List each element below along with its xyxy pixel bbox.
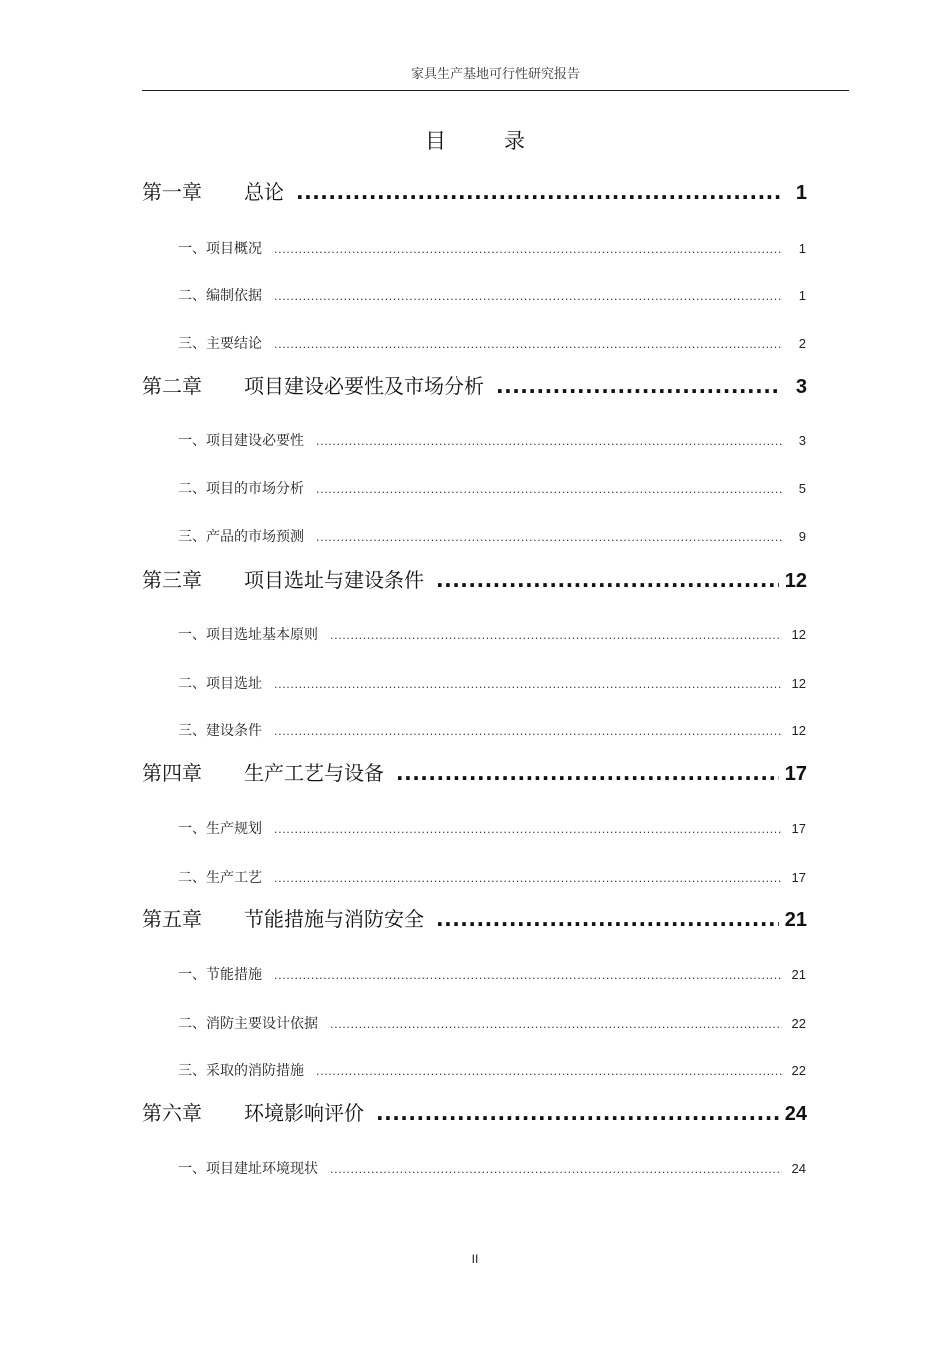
section-page-number: 12 [791, 676, 806, 691]
section-title: 三、产品的市场预测 [178, 529, 304, 545]
toc-chapter-2[interactable] [142, 372, 807, 401]
toc-section-6-1[interactable] [178, 1159, 806, 1180]
section-title: 一、项目概况 [178, 241, 262, 257]
chapter-page-number: 3 [795, 376, 807, 398]
section-title: 三、主要结论 [178, 336, 262, 352]
chapter-number: 第五章 [142, 907, 202, 931]
section-page-number: 17 [791, 821, 806, 836]
toc-title: 目录 [425, 129, 583, 153]
toc-chapter-1[interactable] [142, 178, 807, 207]
toc-section-4-1[interactable] [178, 819, 806, 840]
chapter-page-number: 17 [784, 763, 807, 785]
section-page-number: 1 [798, 288, 806, 303]
chapter-title: 环境影响评价 [244, 1101, 364, 1125]
section-title: 二、项目选址 [178, 676, 262, 692]
toc-section-1-2[interactable] [178, 286, 806, 307]
toc-section-3-2[interactable] [178, 674, 806, 695]
toc-section-4-2[interactable] [178, 868, 806, 889]
header-rule [142, 90, 849, 91]
dot-leader [316, 432, 782, 452]
chapter-number: 第三章 [142, 568, 202, 592]
section-page-number: 1 [798, 241, 806, 256]
toc-section-2-2[interactable] [178, 479, 806, 500]
toc-section-2-1[interactable] [178, 431, 806, 452]
dot-leader [436, 566, 779, 594]
section-title: 三、建设条件 [178, 723, 262, 739]
toc-section-2-3[interactable] [178, 527, 806, 548]
toc-chapter-3[interactable] [142, 566, 807, 595]
chapter-title: 项目建设必要性及市场分析 [244, 374, 484, 398]
dot-leader [274, 966, 782, 986]
section-page-number: 2 [798, 336, 806, 351]
dot-leader [330, 626, 782, 646]
toc-chapter-4[interactable] [142, 759, 807, 788]
dot-leader [296, 178, 781, 206]
dot-leader [274, 722, 782, 742]
dot-leader [496, 372, 781, 400]
section-page-number: 17 [791, 870, 806, 885]
toc-section-5-2[interactable] [178, 1014, 806, 1035]
toc-section-3-1[interactable] [178, 625, 806, 646]
section-title: 一、生产规划 [178, 821, 262, 837]
dot-leader [316, 528, 782, 548]
chapter-number: 第四章 [142, 761, 202, 785]
section-page-number: 12 [791, 723, 806, 738]
chapter-title: 生产工艺与设备 [244, 761, 384, 785]
chapter-page-number: 21 [784, 909, 807, 931]
section-title: 二、编制依据 [178, 288, 262, 304]
section-page-number: 5 [798, 481, 806, 496]
chapter-page-number: 1 [795, 182, 807, 204]
section-page-number: 22 [791, 1063, 806, 1078]
dot-leader [436, 905, 779, 933]
chapter-page-number: 12 [784, 570, 807, 592]
section-title: 三、采取的消防措施 [178, 1063, 304, 1079]
chapter-number: 第六章 [142, 1101, 202, 1125]
toc-section-1-1[interactable] [178, 239, 806, 260]
toc-section-5-3[interactable] [178, 1061, 806, 1082]
section-title: 二、生产工艺 [178, 870, 262, 886]
dot-leader [330, 1015, 782, 1035]
section-title: 二、消防主要设计依据 [178, 1016, 318, 1032]
section-page-number: 22 [791, 1016, 806, 1031]
toc-section-1-3[interactable] [178, 334, 806, 355]
chapter-title: 总论 [244, 180, 284, 204]
chapter-title: 项目选址与建设条件 [244, 568, 424, 592]
running-header: 家具生产基地可行性研究报告 [410, 67, 580, 82]
chapter-number: 第二章 [142, 374, 202, 398]
section-page-number: 3 [798, 433, 806, 448]
chapter-number: 第一章 [142, 180, 202, 204]
section-title: 一、节能措施 [178, 967, 262, 983]
toc-chapter-6[interactable] [142, 1099, 807, 1128]
toc-chapter-5[interactable] [142, 905, 807, 934]
dot-leader [376, 1099, 779, 1127]
dot-leader [274, 287, 782, 307]
section-title: 一、项目选址基本原则 [178, 627, 318, 643]
section-title: 一、项目建设必要性 [178, 433, 304, 449]
dot-leader [396, 759, 779, 787]
dot-leader [316, 480, 782, 500]
dot-leader [274, 869, 782, 889]
dot-leader [274, 240, 782, 260]
dot-leader [330, 1160, 782, 1180]
section-page-number: 9 [798, 529, 806, 544]
toc-section-3-3[interactable] [178, 721, 806, 742]
section-title: 一、项目建址环境现状 [178, 1161, 318, 1177]
chapter-title: 节能措施与消防安全 [244, 907, 424, 931]
dot-leader [274, 820, 782, 840]
dot-leader [316, 1062, 782, 1082]
section-page-number: 12 [791, 627, 806, 642]
section-title: 二、项目的市场分析 [178, 481, 304, 497]
section-page-number: 24 [791, 1161, 806, 1176]
toc-section-5-1[interactable] [178, 965, 806, 986]
page-number-footer: II [471, 1252, 479, 1266]
dot-leader [274, 335, 782, 355]
section-page-number: 21 [791, 967, 806, 982]
chapter-page-number: 24 [784, 1103, 807, 1125]
dot-leader [274, 675, 782, 695]
